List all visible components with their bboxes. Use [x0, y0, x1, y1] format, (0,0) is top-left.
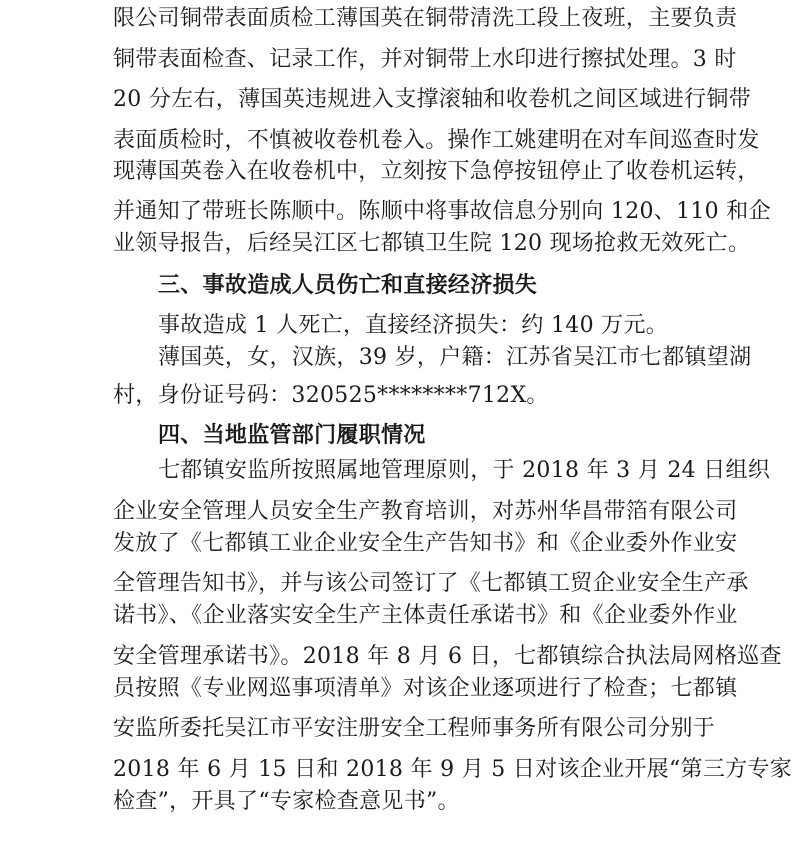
- victim-info-line-2: 村，身份证号码：320525********712X。: [113, 383, 549, 408]
- text-line: 安全管理承诺书》。2018 年 8 月 6 日，七都镇综合执法局网格巡查: [113, 644, 782, 669]
- text-line: 发放了《七都镇工业企业安全生产告知书》和《企业委外作业安: [113, 531, 738, 556]
- section-3-heading: 三、事故造成人员伤亡和直接经济损失: [158, 272, 538, 298]
- text-line: 表面质检时，不慎被收卷机卷入。操作工姚建明在对车间巡查时发: [113, 128, 760, 153]
- victim-info-line-1: 薄国英，女，汉族，39 岁，户籍：江苏省吴江市七都镇望湖: [158, 345, 752, 370]
- text-line: 业领导报告，后经吴江区七都镇卫生院 120 现场抢救无效死亡。: [113, 231, 751, 256]
- text-line: 诺书》、《企业落实安全生产主体责任承诺书》和《企业委外作业: [113, 603, 738, 628]
- text-line: 现薄国英卷入在收卷机中，立刻按下急停按钮停止了收卷机运转，: [113, 159, 760, 184]
- section-4-heading: 四、当地监管部门履职情况: [158, 422, 426, 448]
- text-line: 检查”，开具了“专家检查意见书”。: [113, 789, 460, 814]
- loss-statement: 事故造成 1 人死亡，直接经济损失：约 140 万元。: [158, 313, 669, 338]
- text-line: 企业安全管理人员安全生产教育培训，对苏州华昌带箔有限公司: [113, 499, 738, 524]
- text-line: 铜带表面检查、记录工作，并对铜带上水印进行擦拭处理。3 时: [113, 47, 737, 72]
- text-line: 全管理告知书》，并与该公司签订了《七都镇工贸企业安全生产承: [113, 571, 749, 596]
- text-line: 并通知了带班长陈顺中。陈顺中将事故信息分别向 120、110 和企: [113, 199, 771, 224]
- text-line: 员按照《专业网巡事项清单》对该企业逐项进行了检查；七都镇: [113, 676, 738, 701]
- text-line: 安监所委托吴江市平安注册安全工程师事务所有限公司分别于: [113, 716, 716, 741]
- text-line: 20 分左右，薄国英违规进入支撑滚轴和收卷机之间区域进行铜带: [113, 87, 751, 112]
- text-line: 七都镇安监所按照属地管理原则，于 2018 年 3 月 24 日组织: [158, 458, 771, 483]
- text-line: 2018 年 6 月 15 日和 2018 年 9 月 5 日对该企业开展“第三方专家: [113, 757, 793, 782]
- text-line: 限公司铜带表面质检工薄国英在铜带清洗工段上夜班，主要负责: [113, 6, 738, 31]
